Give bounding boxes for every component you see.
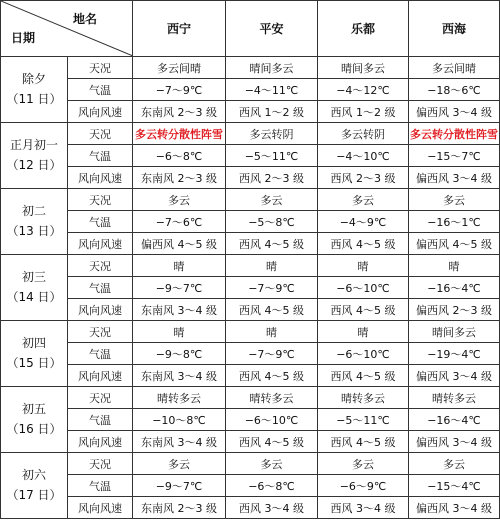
day-row [1,475,500,497]
day-row [1,343,500,365]
forecast-cell: 多云转阴 [226,123,318,145]
forecast-cell: 晴间多云 [409,321,500,343]
date-name: 初四 [21,336,46,351]
forecast-cell: −10～8℃ [133,409,226,431]
item-label: 风向风速 [68,365,133,387]
forecast-cell: −9～7℃ [133,475,226,497]
day-row [1,299,500,321]
forecast-cell: 西风 1～2 级 [226,101,318,123]
day-row [1,211,500,233]
forecast-cell: 西风 4～5 级 [226,233,318,255]
forecast-cell: −6～10℃ [318,277,409,299]
item-label: 气温 [68,343,133,365]
forecast-cell: 偏西风 2～3 级 [409,299,500,321]
day-row [1,255,500,277]
forecast-cell: 东南风 2～3 级 [133,497,226,519]
item-label: 天况 [68,387,133,409]
date-cell [1,255,68,321]
forecast-cell: 多云 [409,453,500,475]
forecast-cell: −7～9℃ [226,277,318,299]
forecast-cell: 晴转多云 [133,387,226,409]
forecast-cell: 西风 4～5 级 [318,365,409,387]
item-label: 天况 [68,123,133,145]
day-row [1,79,500,101]
forecast-cell: −5～11℃ [226,145,318,167]
date-day: （14 日） [6,289,62,304]
forecast-cell: 晴间多云 [318,57,409,79]
forecast-cell: −16～1℃ [409,211,500,233]
day-row [1,387,500,409]
forecast-cell: 多云 [133,189,226,211]
item-label: 天况 [68,453,133,475]
forecast-cell: 多云 [226,453,318,475]
day-row [1,101,500,123]
forecast-cell: 多云转分散性阵雪 [409,123,500,145]
forecast-cell: 西风 3～4 级 [318,497,409,519]
header-corner-cell [1,1,133,57]
forecast-cell: 晴 [409,255,500,277]
forecast-cell: 多云 [318,453,409,475]
date-cell [1,57,68,123]
forecast-cell: 多云 [133,453,226,475]
item-label: 气温 [68,79,133,101]
day-row [1,431,500,453]
location-axis-label: 地名 [72,12,97,26]
day-row [1,365,500,387]
day-row [1,321,500,343]
day-row [1,123,500,145]
forecast-cell: 西风 1～2 级 [318,101,409,123]
forecast-cell: 西风 2～3 级 [318,167,409,189]
date-day: （13 日） [6,223,62,238]
item-label: 天况 [68,189,133,211]
forecast-cell: 晴转多云 [226,387,318,409]
day-row [1,409,500,431]
location-header: 西宁 [133,1,226,57]
item-label: 气温 [68,211,133,233]
forecast-cell: −6～8℃ [226,475,318,497]
item-label: 风向风速 [68,497,133,519]
forecast-cell: 西风 4～5 级 [226,299,318,321]
forecast-cell: 东南风 3～4 级 [133,299,226,321]
location-header: 平安 [226,1,318,57]
forecast-cell: 西风 2～3 级 [226,167,318,189]
item-label: 风向风速 [68,167,133,189]
date-cell [1,387,68,453]
date-day: （17 日） [6,487,62,502]
forecast-cell: 晴 [133,321,226,343]
day-row [1,277,500,299]
item-label: 风向风速 [68,101,133,123]
item-label: 气温 [68,277,133,299]
item-label: 风向风速 [68,233,133,255]
location-header: 乐都 [318,1,409,57]
forecast-cell: −6～8℃ [133,145,226,167]
forecast-cell: 偏西风 4～5 级 [409,233,500,255]
forecast-cell: 多云 [409,189,500,211]
item-label: 天况 [68,255,133,277]
forecast-cell: 偏西风 4～5 级 [133,233,226,255]
forecast-cell: −7～6℃ [133,211,226,233]
forecast-cell: −19～4℃ [409,343,500,365]
forecast-cell: −9～8℃ [133,343,226,365]
item-label: 风向风速 [68,299,133,321]
forecast-cell: 多云转阴 [318,123,409,145]
item-label: 气温 [68,475,133,497]
forecast-cell: 西风 4～5 级 [318,299,409,321]
forecast-cell: 偏西风 3～4 级 [409,497,500,519]
day-row [1,145,500,167]
forecast-cell: −6～10℃ [318,343,409,365]
date-name: 正月初一 [9,138,58,153]
forecast-cell: 多云转分散性阵雪 [133,123,226,145]
forecast-cell: 多云间晴 [409,57,500,79]
item-label: 天况 [68,321,133,343]
date-day: （15 日） [6,355,62,370]
forecast-cell: −6～10℃ [226,409,318,431]
forecast-cell: 晴间多云 [226,57,318,79]
date-name: 初五 [21,402,46,417]
forecast-cell: −6～9℃ [318,475,409,497]
date-cell [1,453,68,519]
forecast-cell: 西风 4～5 级 [226,365,318,387]
item-label: 气温 [68,145,133,167]
forecast-cell: −15～7℃ [409,145,500,167]
forecast-cell: −15～4℃ [409,475,500,497]
day-row [1,57,500,79]
forecast-cell: 偏西风 3～4 级 [409,101,500,123]
date-axis-label: 日期 [11,31,36,45]
date-name: 初三 [21,270,46,285]
forecast-cell: −4～11℃ [226,79,318,101]
item-label: 天况 [68,57,133,79]
forecast-cell: 晴 [133,255,226,277]
forecast-cell: 晴 [226,255,318,277]
forecast-cell: 偏西风 3～4 级 [409,365,500,387]
forecast-cell: 偏西风 3～4 级 [409,431,500,453]
forecast-cell: 多云 [318,189,409,211]
forecast-cell: 晴 [318,255,409,277]
location-header: 西海 [409,1,500,57]
forecast-cell: 西风 4～5 级 [318,431,409,453]
forecast-cell: 偏西风 3～4 级 [409,167,500,189]
day-row [1,453,500,475]
forecast-cell: 西风 4～5 级 [318,233,409,255]
date-name: 除夕 [21,72,46,87]
forecast-cell: 晴 [226,321,318,343]
forecast-cell: −5～8℃ [226,211,318,233]
day-row [1,167,500,189]
forecast-cell: 多云 [226,189,318,211]
forecast-cell: 东南风 2～3 级 [133,101,226,123]
forecast-cell: 东南风 3～4 级 [133,431,226,453]
forecast-cell: −4～9℃ [318,211,409,233]
day-row [1,233,500,255]
forecast-cell: −7～9℃ [133,79,226,101]
forecast-cell: −5～11℃ [318,409,409,431]
forecast-cell: −16～4℃ [409,277,500,299]
date-cell [1,321,68,387]
forecast-cell: 西风 3～4 级 [226,497,318,519]
forecast-cell: −9～7℃ [133,277,226,299]
forecast-cell: −4～10℃ [318,145,409,167]
forecast-cell: −7～9℃ [226,343,318,365]
forecast-cell: 多云间晴 [133,57,226,79]
item-label: 气温 [68,409,133,431]
forecast-cell: −4～12℃ [318,79,409,101]
date-day: （12 日） [6,157,62,172]
forecast-cell: 晴转多云 [409,387,500,409]
day-row [1,497,500,519]
forecast-cell: 晴转多云 [318,387,409,409]
forecast-cell: −16～4℃ [409,409,500,431]
date-name: 初二 [21,204,46,219]
date-name: 初六 [21,468,46,483]
date-day: （11 日） [6,91,62,106]
forecast-cell: −18～6℃ [409,79,500,101]
date-cell [1,123,68,189]
forecast-cell: 晴 [318,321,409,343]
date-day: （16 日） [6,421,62,436]
date-cell [1,189,68,255]
day-row [1,189,500,211]
forecast-cell: 西风 4～5 级 [226,431,318,453]
header-row [1,1,500,57]
forecast-cell: 东南风 3～4 级 [133,365,226,387]
item-label: 风向风速 [68,431,133,453]
forecast-cell: 东南风 2～3 级 [133,167,226,189]
